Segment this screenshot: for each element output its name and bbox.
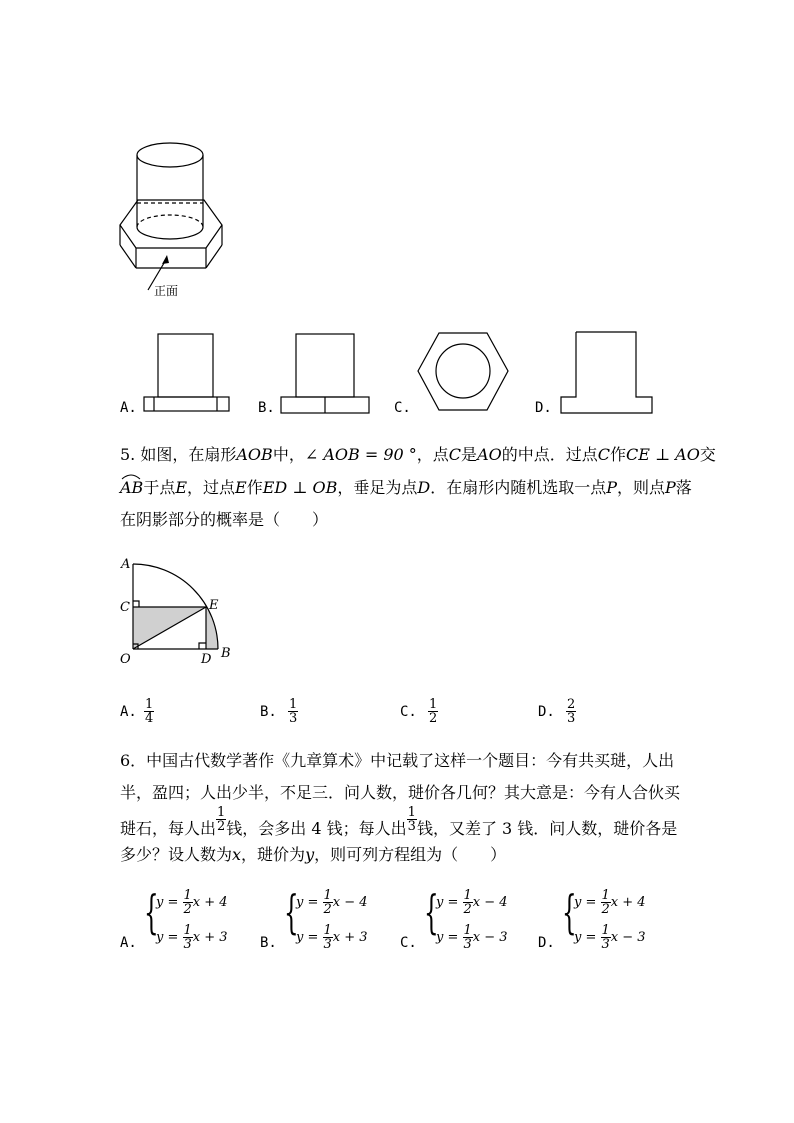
- brace: {: [424, 885, 439, 939]
- q6-line3: 琎石，每人出 $\frac{1}{2}$ 钱，会多出 4 钱；每人出 $\frac{1}{3}$ 钱，又差了 3 钱．问人数，琎价各是: [120, 805, 678, 838]
- brace: {: [562, 885, 577, 939]
- q6-line2: 半，盈四；人出少半，不足三．问人数，琎价各几何？其大意是：今有人合伙买: [120, 783, 681, 802]
- label-b: B: [221, 646, 231, 661]
- q6-line4: 多少？设人数为x，琎价为y，则可列方程组为（ ）: [120, 845, 507, 864]
- q4-option-a[interactable]: A.: [120, 400, 137, 416]
- q4-option-b-figure: [278, 330, 373, 415]
- q5-line3: 在阴影部分的概率是（ ）: [120, 510, 329, 529]
- q6-option-c[interactable]: C. { y = $\frac{1}{2}$ x − 4 y = $\frac{1}{3}$ x − 3: [400, 885, 508, 952]
- label-d: D: [201, 652, 212, 667]
- q5-line1: 5. 如图，在扇形AOB中，∠ AOB = 90 °，点C是AO的中点．过点C作CE ⊥ AO交: [120, 445, 716, 464]
- q4-option-b[interactable]: B.: [258, 400, 275, 416]
- label-o: O: [120, 652, 131, 667]
- q5-option-b[interactable]: B. $\frac{1}{3}$: [260, 697, 298, 726]
- front-label: 正面: [154, 284, 179, 298]
- shaded-arc-region: [206, 607, 218, 649]
- q6-line1: 6．中国古代数学著作《九章算术》中记载了这样一个题目：今有共买琎，人出: [120, 751, 675, 770]
- arc-ab-mark: [120, 472, 142, 480]
- brace: {: [144, 885, 159, 939]
- q6-option-d[interactable]: D. { y = $\frac{1}{2}$ x + 4 y = $\frac{1}{3}$ x − 3: [538, 885, 646, 952]
- q5-option-a[interactable]: A. $\frac{1}{4}$: [120, 697, 154, 726]
- q4-option-d[interactable]: D.: [535, 400, 552, 416]
- label-c: C: [120, 600, 130, 615]
- q5-line2: AB于点E，过点E作ED ⊥ OB，垂足为点D．在扇形内随机选取一点P，则点P落: [120, 478, 692, 497]
- q5-option-d[interactable]: D. $\frac{2}{3}$: [538, 697, 576, 726]
- label-a: A: [121, 557, 131, 572]
- q5-option-c[interactable]: C. $\frac{1}{2}$: [400, 697, 438, 726]
- q6-option-b[interactable]: B. { y = $\frac{1}{2}$ x − 4 y = $\frac{1}{3}$ x + 3: [260, 885, 368, 952]
- arc-ab: AB: [120, 478, 144, 497]
- q4-option-c[interactable]: C.: [394, 400, 411, 416]
- q4-option-d-figure: [555, 328, 660, 416]
- label-e: E: [209, 598, 219, 613]
- q4-option-c-figure: [415, 328, 510, 416]
- q4-option-a-figure: [140, 330, 235, 415]
- brace: {: [284, 885, 299, 939]
- q6-option-a[interactable]: A. { y = $\frac{1}{2}$ x + 4 y = $\frac{1}{3}$ x + 3: [120, 885, 228, 952]
- q4-solid-figure: [110, 130, 250, 305]
